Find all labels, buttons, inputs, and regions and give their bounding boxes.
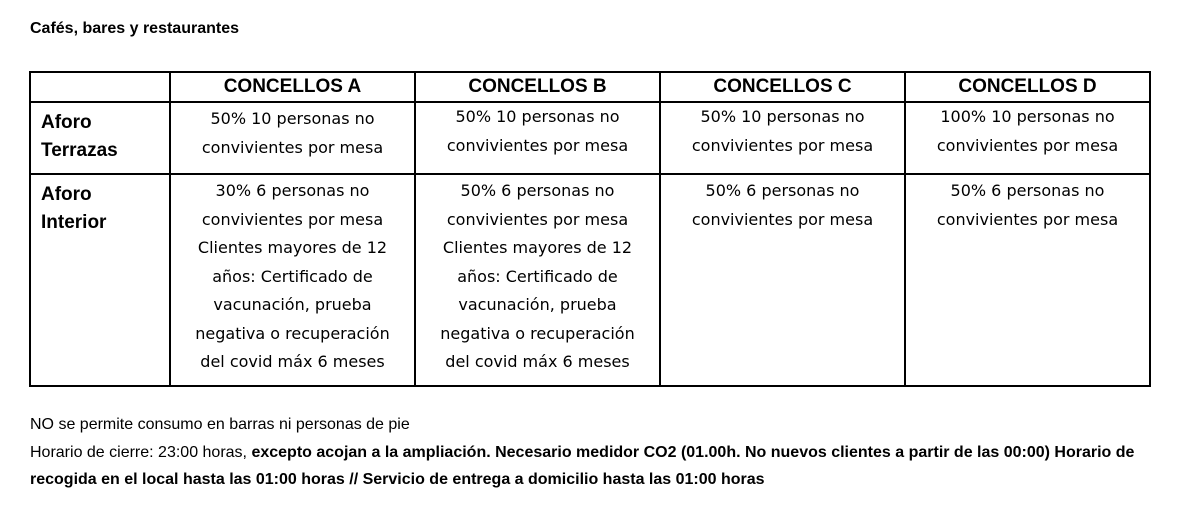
page-title: Cafés, bares y restaurantes [30, 20, 239, 37]
header-concellos-d: CONCELLOS D [905, 72, 1150, 102]
header-concellos-c: CONCELLOS C [660, 72, 905, 102]
cell-line: años: Certificado de [457, 266, 618, 286]
cell-terrazas-a [170, 102, 415, 174]
cell-line: 50% 10 personas no [455, 107, 620, 126]
cell-line: 50% 6 personas no [705, 181, 860, 200]
cell-line: convivientes por mesa [936, 209, 1119, 229]
row-label-terrazas [30, 102, 170, 174]
header-concellos-a: CONCELLOS A [170, 72, 415, 102]
note-line-1: NO se permite consumo en barras ni personas de pie [30, 416, 410, 433]
cell-terrazas-c [660, 102, 905, 174]
table-header-row [30, 72, 1150, 102]
cell-terrazas-d [905, 102, 1150, 174]
cell-line: años: Certificado de [212, 266, 373, 286]
row-label-line1: Aforo [41, 184, 92, 205]
cell-interior-d [905, 174, 1150, 386]
row-label-line2: Terrazas [41, 140, 118, 161]
cell-line: Clientes mayores de 12 [442, 238, 633, 257]
row-label-interior [30, 174, 170, 386]
closing-hours-text: Horario de cierre: 23:00 horas, [30, 443, 252, 461]
cell-line: convivientes por mesa [446, 135, 629, 155]
cell-line: Clientes mayores de 12 [197, 238, 388, 257]
header-concellos-b: CONCELLOS B [415, 72, 660, 102]
cell-line: vacunación, prueba [458, 295, 617, 314]
cell-line: del covid máx 6 meses [200, 352, 385, 371]
note-line-2 [30, 439, 1150, 494]
restrictions-table [29, 71, 1151, 387]
cell-line: convivientes por mesa [201, 137, 384, 157]
table-row [30, 174, 1150, 386]
cell-line: del covid máx 6 meses [445, 352, 630, 371]
row-label-line2: Interior [41, 212, 107, 233]
cell-interior-b [415, 174, 660, 386]
cell-line: 30% 6 personas no [215, 181, 370, 200]
extension-conditions-text: excepto acojan a la ampliación. Necesario medidor CO2 (01.00h. No nuevos clientes a partir de las 00:00) Horario de recogida en el local hasta las 01:00 horas // Servicio de entrega a domicilio hasta las 01:00 horas [30, 443, 1135, 488]
cell-line: 50% 6 personas no [950, 181, 1105, 200]
header-empty [30, 72, 170, 102]
cell-interior-a [170, 174, 415, 386]
notes-block [30, 411, 1150, 494]
cell-line: convivientes por mesa [936, 135, 1119, 155]
cell-terrazas-b [415, 102, 660, 174]
row-label-line1: Aforo [41, 112, 92, 133]
cell-interior-c [660, 174, 905, 386]
cell-line: convivientes por mesa [691, 209, 874, 229]
cell-line: vacunación, prueba [213, 295, 372, 314]
cell-line: 50% 6 personas no [460, 181, 615, 200]
cell-line: 50% 10 personas no [210, 109, 375, 128]
cell-line: convivientes por mesa [446, 209, 629, 229]
table-row [30, 102, 1150, 174]
cell-line: 50% 10 personas no [700, 107, 865, 126]
cell-line: 100% 10 personas no [940, 107, 1115, 126]
cell-line: convivientes por mesa [691, 135, 874, 155]
cell-line: negativa o recuperación [195, 323, 390, 343]
cell-line: negativa o recuperación [440, 323, 635, 343]
cell-line: convivientes por mesa [201, 209, 384, 229]
